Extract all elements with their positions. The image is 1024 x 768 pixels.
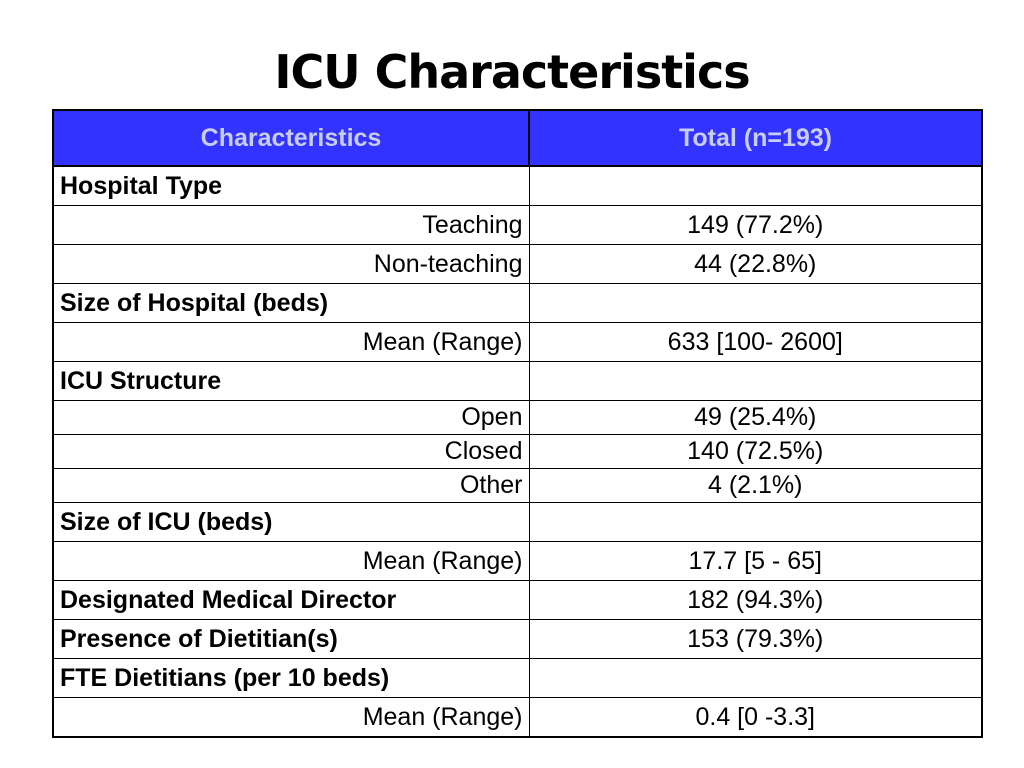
table-row	[53, 206, 982, 245]
row-value	[529, 284, 982, 323]
row-sublabel: Open	[53, 401, 529, 435]
table-row	[53, 435, 982, 469]
row-sublabel: Teaching	[53, 206, 529, 245]
row-value: 140 (72.5%)	[529, 435, 982, 469]
row-value	[529, 659, 982, 698]
table-row	[53, 401, 982, 435]
row-value: 633 [100- 2600]	[529, 323, 982, 362]
characteristics-table	[52, 109, 983, 738]
row-heading: ICU Structure	[53, 362, 529, 401]
row-heading: FTE Dietitians (per 10 beds)	[53, 659, 529, 698]
row-value: 44 (22.8%)	[529, 245, 982, 284]
row-value: 17.7 [5 - 65]	[529, 542, 982, 581]
table-row	[53, 245, 982, 284]
row-sublabel: Closed	[53, 435, 529, 469]
header-characteristics: Characteristics	[53, 110, 529, 166]
row-value	[529, 503, 982, 542]
row-heading: Designated Medical Director	[53, 581, 529, 620]
row-value: 49 (25.4%)	[529, 401, 982, 435]
row-heading: Size of Hospital (beds)	[53, 284, 529, 323]
table-row	[53, 166, 982, 206]
table-row	[53, 323, 982, 362]
slide-title: ICU Characteristics	[274, 45, 750, 99]
row-sublabel: Mean (Range)	[53, 542, 529, 581]
table-row	[53, 284, 982, 323]
table-header-row	[53, 110, 982, 166]
table-row	[53, 362, 982, 401]
table-row	[53, 659, 982, 698]
row-sublabel: Mean (Range)	[53, 698, 529, 738]
row-value	[529, 166, 982, 206]
row-heading: Presence of Dietitian(s)	[53, 620, 529, 659]
row-heading: Size of ICU (beds)	[53, 503, 529, 542]
table-row	[53, 542, 982, 581]
row-value: 149 (77.2%)	[529, 206, 982, 245]
row-value: 153 (79.3%)	[529, 620, 982, 659]
row-sublabel: Mean (Range)	[53, 323, 529, 362]
row-sublabel: Non-teaching	[53, 245, 529, 284]
table-row	[53, 503, 982, 542]
row-heading: Hospital Type	[53, 166, 529, 206]
table-row	[53, 620, 982, 659]
table-row	[53, 698, 982, 738]
row-value	[529, 362, 982, 401]
row-value: 182 (94.3%)	[529, 581, 982, 620]
row-value: 0.4 [0 -3.3]	[529, 698, 982, 738]
table-row	[53, 469, 982, 503]
row-value: 4 (2.1%)	[529, 469, 982, 503]
row-sublabel: Other	[53, 469, 529, 503]
table-body	[53, 166, 982, 737]
header-total: Total (n=193)	[529, 110, 982, 166]
table-row	[53, 581, 982, 620]
